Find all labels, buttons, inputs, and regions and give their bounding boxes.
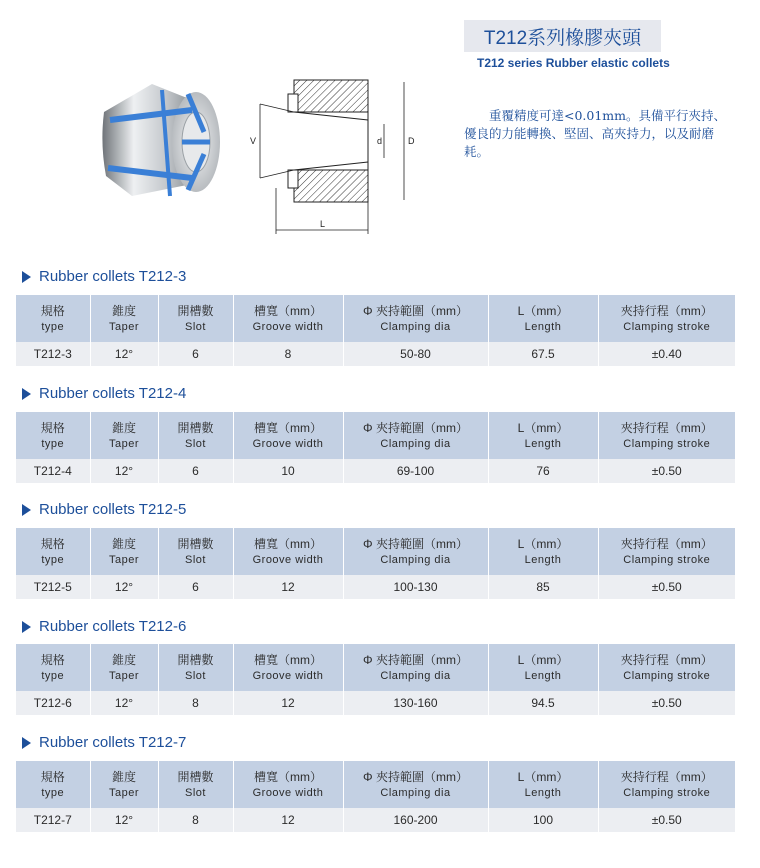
table-cell: 12 (233, 808, 343, 832)
column-header-zh: 規格 (40, 536, 65, 551)
column-header-en: Clamping stroke (623, 786, 711, 799)
column-header-en: Groove width (252, 553, 324, 566)
col-type (16, 295, 90, 342)
column-header-zh: 夾持行程（mm） (620, 420, 713, 435)
column-header (90, 644, 158, 691)
table-cell: 6 (158, 575, 233, 599)
column-header-en: Length (524, 553, 562, 566)
column-header-en: Taper (108, 320, 140, 333)
label-d-large: D (408, 136, 415, 146)
column-header-en: type (41, 669, 65, 682)
column-header-en: Slot (185, 786, 206, 799)
column-header (158, 761, 233, 808)
column-header-zh: 錐度 (111, 536, 136, 551)
section-title-t212-4 (22, 385, 186, 402)
column-header (233, 412, 343, 459)
table-cell: 12° (90, 808, 158, 832)
column-header (233, 528, 343, 575)
column-header-zh: 槽寬（mm） (254, 652, 322, 667)
table-cell: 6 (158, 342, 233, 366)
column-header-en: Taper (108, 553, 140, 566)
column-header-zh: 錐度 (111, 303, 136, 318)
table-cell: T212-5 (16, 575, 90, 599)
table-header-row (16, 644, 735, 691)
triangle-icon (22, 271, 31, 283)
table-cell: 100-130 (343, 575, 488, 599)
column-header-zh: 規格 (40, 303, 65, 318)
table-cell: ±0.40 (598, 342, 735, 366)
section-title-text: Rubber collets T212-6 (39, 618, 187, 635)
spec-table-t212-5 (16, 528, 735, 599)
column-header-en: Clamping dia (380, 320, 451, 333)
column-header-zh: 錐度 (111, 420, 136, 435)
column-header (598, 644, 735, 691)
column-header-en: Taper (108, 786, 140, 799)
column-header-en: Clamping stroke (623, 437, 711, 450)
column-header-zh: L（mm） (517, 652, 569, 667)
triangle-icon (22, 621, 31, 633)
table-cell: 12 (233, 691, 343, 715)
col-length (488, 295, 598, 342)
table-cell: 50-80 (343, 342, 488, 366)
column-header-zh: 夾持行程（mm） (620, 536, 713, 551)
column-header-zh: Φ 夾持範圍（mm） (363, 769, 468, 784)
column-header-zh: Φ 夾持範圍（mm） (363, 303, 468, 318)
section-title-text: Rubber collets T212-3 (39, 268, 187, 285)
column-header-zh: 槽寬（mm） (254, 769, 322, 784)
column-header-en: Taper (108, 437, 140, 450)
column-header-zh: 槽寬（mm） (254, 536, 322, 551)
column-header-zh: 夾持行程（mm） (620, 652, 713, 667)
triangle-icon (22, 388, 31, 400)
col-clamping-dia (343, 295, 488, 342)
column-header-en: Clamping dia (380, 437, 451, 450)
table-header-row (16, 528, 735, 575)
section-title-text: Rubber collets T212-7 (39, 734, 187, 751)
table-cell: 76 (488, 459, 598, 483)
table-cell: 12° (90, 575, 158, 599)
column-header (343, 761, 488, 808)
section-title-t212-3 (22, 268, 186, 285)
table-cell: 12° (90, 342, 158, 366)
column-header (90, 761, 158, 808)
column-header-zh: 錐度 (111, 769, 136, 784)
spec-table-t212-4 (16, 412, 735, 483)
column-header-en: Groove width (252, 669, 324, 682)
column-header-en: Slot (185, 437, 206, 450)
column-header-en: Clamping stroke (623, 553, 711, 566)
column-header-en: Slot (185, 320, 206, 333)
page-title (464, 20, 661, 52)
column-header (598, 528, 735, 575)
column-header-en: type (41, 786, 65, 799)
column-header (16, 412, 90, 459)
triangle-icon (22, 504, 31, 516)
column-header-zh: L（mm） (517, 769, 569, 784)
col-slot (158, 295, 233, 342)
label-v: V (250, 136, 257, 146)
column-header-zh: 規格 (40, 652, 65, 667)
column-header-zh: L（mm） (517, 536, 569, 551)
column-header-en: Clamping dia (380, 669, 451, 682)
column-header-en: Groove width (252, 437, 324, 450)
column-header-en: type (41, 320, 65, 333)
collet-photo (92, 72, 227, 207)
table-row (16, 575, 735, 599)
column-header-en: Length (524, 437, 562, 450)
table-header-row (16, 295, 735, 342)
column-header-zh: 夾持行程（mm） (620, 303, 713, 318)
column-header-en: type (41, 553, 65, 566)
table-cell: 8 (158, 808, 233, 832)
col-clamping-stroke (598, 295, 735, 342)
table-row (16, 808, 735, 832)
table-cell: T212-7 (16, 808, 90, 832)
table-cell: 67.5 (488, 342, 598, 366)
column-header-zh: L（mm） (517, 420, 569, 435)
column-header-zh: 規格 (40, 769, 65, 784)
column-header-zh: Φ 夾持範圍（mm） (363, 420, 468, 435)
page-subtitle: T212 series Rubber elastic collets (477, 56, 670, 70)
column-header-en: Length (524, 669, 562, 682)
table-cell: 100 (488, 808, 598, 832)
table-cell: ±0.50 (598, 459, 735, 483)
column-header-zh: Φ 夾持範圍（mm） (363, 652, 468, 667)
table-cell: 8 (233, 342, 343, 366)
column-header (90, 412, 158, 459)
column-header-zh: Φ 夾持範圍（mm） (363, 536, 468, 551)
table-cell: ±0.50 (598, 808, 735, 832)
column-header-zh: 槽寬（mm） (254, 420, 322, 435)
column-header-zh: 錐度 (111, 652, 136, 667)
spec-table-t212-6 (16, 644, 735, 715)
column-header (233, 761, 343, 808)
section-title-text: Rubber collets T212-5 (39, 501, 187, 518)
column-header-en: Clamping dia (380, 553, 451, 566)
collet-technical-drawing (244, 72, 430, 240)
table-cell: 130-160 (343, 691, 488, 715)
table-cell: ±0.50 (598, 691, 735, 715)
table-header-row (16, 412, 735, 459)
column-header-zh: 規格 (40, 420, 65, 435)
table-row (16, 459, 735, 483)
table-cell: 160-200 (343, 808, 488, 832)
table-cell: 94.5 (488, 691, 598, 715)
table-cell: T212-3 (16, 342, 90, 366)
column-header-zh: 開槽數 (177, 652, 214, 667)
column-header (598, 412, 735, 459)
table-cell: 69-100 (343, 459, 488, 483)
column-header-zh: 槽寬（mm） (254, 303, 322, 318)
table-cell: 12° (90, 459, 158, 483)
spec-table-t212-3 (16, 295, 735, 366)
col-groove-width (233, 295, 343, 342)
section-title-t212-5 (22, 501, 186, 518)
label-d-small: d (377, 136, 383, 146)
column-header-zh: 開槽數 (177, 536, 214, 551)
column-header (488, 761, 598, 808)
column-header (343, 412, 488, 459)
column-header-zh: 開槽數 (177, 420, 214, 435)
column-header (16, 644, 90, 691)
column-header (488, 644, 598, 691)
column-header (343, 644, 488, 691)
page-title-text: T212系列橡膠夾頭 (483, 27, 642, 49)
column-header (488, 528, 598, 575)
column-header (158, 528, 233, 575)
table-cell: 8 (158, 691, 233, 715)
column-header-en: Clamping stroke (623, 320, 711, 333)
column-header-zh: L（mm） (517, 303, 569, 318)
col-taper (90, 295, 158, 342)
table-row (16, 342, 735, 366)
column-header-en: type (41, 437, 65, 450)
table-cell: 12° (90, 691, 158, 715)
table-cell: ±0.50 (598, 575, 735, 599)
column-header (488, 412, 598, 459)
column-header (16, 761, 90, 808)
column-header-en: Length (524, 786, 562, 799)
column-header (233, 644, 343, 691)
column-header (158, 412, 233, 459)
column-header (158, 644, 233, 691)
table-cell: 12 (233, 575, 343, 599)
column-header (598, 761, 735, 808)
table-cell: 6 (158, 459, 233, 483)
table-cell: 85 (488, 575, 598, 599)
triangle-icon (22, 737, 31, 749)
product-description: 重覆精度可達<0.01mm。具備平行夾持、優良的力能轉換、堅固、高夾持力，以及耐磨耗。 (464, 108, 727, 159)
section-title-t212-7 (22, 734, 186, 751)
column-header-en: Taper (108, 669, 140, 682)
column-header (90, 528, 158, 575)
column-header (16, 528, 90, 575)
section-title-text: Rubber collets T212-4 (39, 385, 187, 402)
table-cell: 10 (233, 459, 343, 483)
spec-table-t212-7 (16, 761, 735, 832)
column-header-en: Slot (185, 553, 206, 566)
column-header (343, 528, 488, 575)
column-header-zh: 開槽數 (177, 769, 214, 784)
table-cell: T212-6 (16, 691, 90, 715)
column-header-zh: 開槽數 (177, 303, 214, 318)
column-header-en: Length (524, 320, 562, 333)
column-header-en: Groove width (252, 786, 324, 799)
table-row (16, 691, 735, 715)
column-header-en: Clamping dia (380, 786, 451, 799)
column-header-en: Clamping stroke (623, 669, 711, 682)
column-header-zh: 夾持行程（mm） (620, 769, 713, 784)
column-header-en: Groove width (252, 320, 324, 333)
column-header-en: Slot (185, 669, 206, 682)
label-l: L (320, 219, 326, 229)
table-header-row (16, 761, 735, 808)
section-title-t212-6 (22, 618, 186, 635)
table-cell: T212-4 (16, 459, 90, 483)
